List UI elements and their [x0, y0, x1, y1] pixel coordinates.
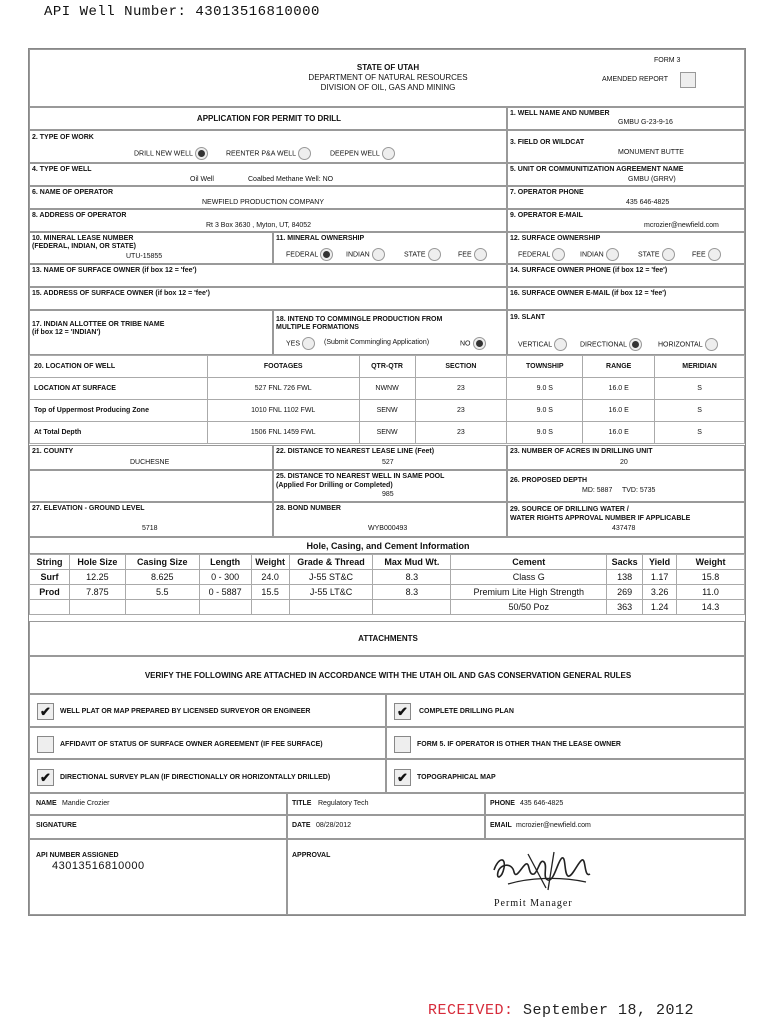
location-township: 9.0 S: [507, 378, 583, 400]
casing-size: [125, 600, 199, 615]
mineral-indian-radio[interactable]: [372, 248, 385, 261]
slant-vertical[interactable]: [518, 338, 567, 351]
blank-cell: [29, 470, 273, 502]
elevation-label: 27. ELEVATION - GROUND LEVEL: [32, 505, 145, 512]
mineral-ownership-label: 11. MINERAL OWNERSHIP: [276, 235, 365, 242]
elevation-cell: [29, 502, 273, 537]
casing-sacks: 363: [607, 600, 643, 615]
operator-email-value: mcrozier@newfield.com: [644, 222, 719, 229]
api-header: [44, 4, 320, 20]
api-header-label: API Well Number:: [44, 4, 187, 20]
well-name-value: GMBU G-23-9-16: [618, 119, 673, 126]
commingle-yes-label: YES: [286, 340, 301, 348]
casing-hole: 12.25: [69, 570, 125, 585]
casing-size: 5.5: [125, 585, 199, 600]
operator-cell: [29, 186, 507, 209]
casing-header-cement-weight: Weight: [677, 555, 745, 570]
affidavit-checkbox[interactable]: [37, 736, 54, 753]
location-meridian: S: [655, 400, 745, 422]
range-header: RANGE: [583, 356, 655, 378]
casing-mud: 8.3: [373, 570, 451, 585]
mineral-federal[interactable]: [286, 248, 333, 261]
well-name-cell: [507, 107, 745, 130]
nearest-well-label-2: (Applied For Drilling or Completed): [276, 482, 393, 489]
surface-owner-phone-cell: [507, 264, 745, 287]
form-number: FORM 3: [654, 57, 681, 64]
location-row: [30, 378, 745, 400]
mineral-lease-cell: [29, 232, 273, 264]
water-label: 29. SOURCE OF DRILLING WATER /: [510, 506, 629, 513]
phone-cell: [485, 793, 745, 815]
type-of-well-value: Oil Well: [190, 176, 214, 183]
title-signoff-cell: [287, 793, 485, 815]
date-label: DATE: [292, 822, 311, 829]
location-range: 16.0 E: [583, 378, 655, 400]
commingle-label: 18. INTEND TO COMMINGLE PRODUCTION FROM: [276, 316, 443, 323]
surface-indian-radio[interactable]: [606, 248, 619, 261]
casing-header-hole: Hole Size: [69, 555, 125, 570]
signature-label: SIGNATURE: [36, 822, 77, 829]
allottee-label: 17. INDIAN ALLOTTEE OR TRIBE NAME: [32, 321, 165, 328]
slant-horizontal-label: HORIZONTAL: [658, 341, 703, 349]
type-of-work-label: 2. TYPE OF WORK: [32, 134, 94, 141]
slant-horizontal[interactable]: [658, 338, 718, 351]
received-date: September 18, 2012: [523, 1002, 695, 1019]
location-footages: 527 FNL 726 FWL: [207, 378, 359, 400]
directional-checkbox[interactable]: ✔: [37, 769, 54, 786]
operator-label: 6. NAME OF OPERATOR: [32, 189, 114, 196]
attachments-title-cell: [29, 621, 745, 656]
unit-label: 5. UNIT OR COMMUNITIZATION AGREEMENT NAME: [510, 166, 684, 173]
email-cell: [485, 815, 745, 839]
commingle-yes-radio[interactable]: [302, 337, 315, 350]
option-deepen[interactable]: [330, 147, 395, 160]
well-name-label: 1. WELL NAME AND NUMBER: [510, 110, 610, 117]
title-label: TITLE: [292, 800, 312, 807]
location-row-label: Top of Uppermost Producing Zone: [30, 400, 208, 422]
drill-new-radio[interactable]: [195, 147, 208, 160]
lease-line-label: 22. DISTANCE TO NEAREST LEASE LINE (Feet): [276, 448, 435, 455]
casing-grade: [289, 600, 373, 615]
field-label: 3. FIELD OR WILDCAT: [510, 139, 585, 146]
mineral-state-radio[interactable]: [428, 248, 441, 261]
date-value: 08/28/2012: [316, 822, 352, 829]
option-drill-new[interactable]: [134, 147, 208, 160]
casing-sacks: 138: [607, 570, 643, 585]
well-plat-label: WELL PLAT OR MAP PREPARED BY LICENSED SURVEYOR OR ENGINEER: [60, 708, 311, 715]
surface-fee-radio[interactable]: [708, 248, 721, 261]
location-table: [29, 355, 745, 444]
commingle-note: (Submit Commingling Application): [324, 339, 430, 346]
application-form: [28, 48, 746, 916]
mineral-fee-label: FEE: [458, 251, 472, 259]
option-reenter[interactable]: [226, 147, 311, 160]
surface-state[interactable]: [638, 248, 675, 261]
title-cell: [29, 107, 507, 130]
location-township: 9.0 S: [507, 422, 583, 444]
location-meridian: S: [655, 378, 745, 400]
commingle-yes[interactable]: [286, 337, 315, 350]
department-title: DEPARTMENT OF NATURAL RESOURCES: [308, 73, 468, 82]
drilling-plan-label: COMPLETE DRILLING PLAN: [419, 708, 514, 715]
casing-cement: Class G: [451, 570, 607, 585]
casing-string: Surf: [30, 570, 70, 585]
surface-indian[interactable]: [580, 248, 619, 261]
casing-grade: J-55 ST&C: [289, 570, 373, 585]
location-row-label: LOCATION AT SURFACE: [30, 378, 208, 400]
casing-header-weight: Weight: [251, 555, 289, 570]
amended-report-checkbox[interactable]: [680, 72, 696, 88]
location-section: 23: [415, 400, 507, 422]
type-of-work-cell: [29, 130, 507, 163]
commingle-no[interactable]: [460, 337, 486, 350]
water-label-2: WATER RIGHTS APPROVAL NUMBER IF APPLICABLE: [510, 515, 691, 522]
casing-title: Hole, Casing, and Cement Information: [306, 541, 470, 551]
application-title: APPLICATION FOR PERMIT TO DRILL: [196, 114, 342, 123]
operator-phone-label: 7. OPERATOR PHONE: [510, 189, 584, 196]
casing-header-sacks: Sacks: [607, 555, 643, 570]
allottee-cell: [29, 310, 273, 355]
location-row: [30, 400, 745, 422]
form-header: [29, 49, 745, 107]
township-header: TOWNSHIP: [507, 356, 583, 378]
commingle-no-label: NO: [460, 340, 471, 348]
option-reenter-label: REENTER P&A WELL: [226, 150, 297, 158]
location-footages: 1010 FNL 1102 FWL: [207, 400, 359, 422]
casing-header-string: String: [30, 555, 70, 570]
mineral-lease-label: 10. MINERAL LEASE NUMBER: [32, 235, 134, 242]
division-title: DIVISION OF OIL, GAS AND MINING: [320, 83, 456, 92]
received-label: RECEIVED:: [428, 1002, 514, 1019]
surface-fee[interactable]: [692, 248, 721, 261]
casing-yield: 1.24: [643, 600, 677, 615]
attachment-affidavit-cell: [29, 727, 386, 759]
attachments-title: ATTACHMENTS: [358, 634, 418, 643]
topo-label: TOPOGRAPHICAL MAP: [417, 774, 496, 781]
form5-checkbox[interactable]: [394, 736, 411, 753]
acres-cell: [507, 445, 745, 470]
casing-grade: J-55 LT&C: [289, 585, 373, 600]
option-deepen-label: DEEPEN WELL: [330, 150, 380, 158]
form5-label: FORM 5. IF OPERATOR IS OTHER THAN THE LEASE OWNER: [417, 741, 621, 748]
casing-yield: 3.26: [643, 585, 677, 600]
location-qtr: NWNW: [359, 378, 415, 400]
mineral-lease-value: UTU-15855: [126, 253, 163, 260]
nearest-well-label: 25. DISTANCE TO NEAREST WELL IN SAME POOL: [276, 473, 445, 480]
slant-label: 19. SLANT: [510, 314, 546, 321]
surface-owner-email-label: 16. SURFACE OWNER E-MAIL (if box 12 = 'fee'): [510, 290, 667, 297]
slant-horizontal-radio[interactable]: [705, 338, 718, 351]
casing-length: 0 - 300: [199, 570, 251, 585]
mineral-state[interactable]: [404, 248, 441, 261]
type-of-well-label: 4. TYPE OF WELL: [32, 166, 92, 173]
footages-header: FOOTAGES: [207, 356, 359, 378]
casing-row: [30, 600, 745, 615]
casing-header-yield: Yield: [643, 555, 677, 570]
location-range: 16.0 E: [583, 400, 655, 422]
surface-ownership-label: 12. SURFACE OWNERSHIP: [510, 235, 601, 242]
surface-owner-name-cell: [29, 264, 507, 287]
surface-state-label: STATE: [638, 251, 660, 259]
surface-indian-label: INDIAN: [580, 251, 604, 259]
email-value: mcrozier@newfield.com: [516, 822, 591, 829]
location-range: 16.0 E: [583, 422, 655, 444]
casing-header-grade: Grade & Thread: [289, 555, 373, 570]
type-of-well-cell: [29, 163, 507, 186]
depth-label: 26. PROPOSED DEPTH: [510, 477, 588, 484]
operator-phone-cell: [507, 186, 745, 209]
mineral-lease-label-2: (FEDERAL, INDIAN, OR STATE): [32, 243, 136, 250]
field-value: MONUMENT BUTTE: [618, 149, 684, 156]
coalbed-value: Coalbed Methane Well: NO: [248, 176, 334, 183]
slant-vertical-label: VERTICAL: [518, 341, 553, 349]
slant-directional-radio[interactable]: [629, 338, 642, 351]
depth-value: MD: 5887 TVD: 5735: [582, 487, 656, 494]
attachment-drilling-plan-cell: [386, 694, 745, 727]
elevation-value: 5718: [142, 525, 158, 532]
unit-value: GMBU (GRRV): [628, 176, 676, 183]
casing-cement-weight: 11.0: [677, 585, 745, 600]
address-cell: [29, 209, 507, 232]
attachment-directional-cell: [29, 759, 386, 793]
location-qtr: SENW: [359, 422, 415, 444]
email-label: EMAIL: [490, 822, 512, 829]
approval-label: APPROVAL: [292, 852, 331, 859]
operator-phone-value: 435 646-4825: [626, 199, 670, 206]
api-assigned-value: 43013516810000: [52, 860, 145, 872]
approval-cell: [287, 839, 745, 915]
casing-cement-weight: 14.3: [677, 600, 745, 615]
surface-owner-phone-label: 14. SURFACE OWNER PHONE (if box 12 = 'fee'): [510, 267, 668, 274]
field-cell: [507, 130, 745, 163]
location-footages: 1506 FNL 1459 FWL: [207, 422, 359, 444]
commingle-label-2: MULTIPLE FORMATIONS: [276, 324, 359, 331]
location-row-label: At Total Depth: [30, 422, 208, 444]
surface-federal[interactable]: [518, 248, 565, 261]
operator-value: NEWFIELD PRODUCTION COMPANY: [202, 199, 324, 206]
attachment-form5-cell: [386, 727, 745, 759]
option-drill-new-label: DRILL NEW WELL: [134, 150, 193, 158]
surface-owner-email-cell: [507, 287, 745, 310]
affidavit-label: AFFIDAVIT OF STATUS OF SURFACE OWNER AGREEMENT (IF FEE SURFACE): [60, 741, 323, 748]
casing-table: [29, 554, 745, 615]
bond-value: WYB000493: [368, 525, 408, 532]
slant-directional-label: DIRECTIONAL: [580, 341, 628, 349]
casing-mud: 8.3: [373, 585, 451, 600]
operator-email-cell: [507, 209, 745, 232]
name-value: Mandie Crozier: [62, 800, 110, 807]
casing-weight: 24.0: [251, 570, 289, 585]
casing-cement: Premium Lite High Strength: [451, 585, 607, 600]
api-assigned-cell: [29, 839, 287, 915]
signature-cell: [29, 815, 287, 839]
qtr-qtr-header: QTR-QTR: [359, 356, 415, 378]
attachment-topo-cell: [386, 759, 745, 793]
mineral-indian-label: INDIAN: [346, 251, 370, 259]
casing-length: [199, 600, 251, 615]
county-value: DUCHESNE: [130, 459, 170, 466]
casing-cement: 50/50 Poz: [451, 600, 607, 615]
casing-mud: [373, 600, 451, 615]
received-stamp: [428, 1002, 694, 1019]
county-cell: [29, 445, 273, 470]
surface-ownership-cell: [507, 232, 745, 264]
verify-cell: [29, 656, 745, 694]
casing-cement-weight: 15.8: [677, 570, 745, 585]
nearest-well-value: 985: [382, 491, 394, 498]
bond-cell: [273, 502, 507, 537]
surface-federal-label: FEDERAL: [518, 251, 551, 259]
topo-checkbox[interactable]: ✔: [394, 769, 411, 786]
casing-title-cell: [29, 537, 745, 554]
mineral-federal-radio[interactable]: [320, 248, 333, 261]
casing-header-casing: Casing Size: [125, 555, 199, 570]
permit-manager: Permit Manager: [494, 898, 573, 909]
well-plat-checkbox[interactable]: ✔: [37, 703, 54, 720]
surface-owner-address-cell: [29, 287, 507, 310]
mineral-state-label: STATE: [404, 251, 426, 259]
mineral-ownership-cell: [273, 232, 507, 264]
api-header-number: 43013516810000: [195, 4, 320, 20]
casing-hole: [69, 600, 125, 615]
name-label: NAME: [36, 800, 57, 807]
address-value: Rt 3 Box 3630 , Myton, UT, 84052: [206, 222, 312, 229]
casing-header-mud: Max Mud Wt.: [373, 555, 451, 570]
location-header: 20. LOCATION OF WELL: [30, 356, 208, 378]
phone-label: PHONE: [490, 800, 515, 807]
slant-cell: [507, 310, 745, 355]
section-header: SECTION: [415, 356, 507, 378]
title-value: Regulatory Tech: [318, 800, 369, 807]
name-cell: [29, 793, 287, 815]
acres-label: 23. NUMBER OF ACRES IN DRILLING UNIT: [510, 448, 653, 455]
commingle-no-radio[interactable]: [473, 337, 486, 350]
slant-directional[interactable]: [580, 338, 642, 351]
location-section: 23: [415, 422, 507, 444]
drilling-plan-checkbox[interactable]: ✔: [394, 703, 411, 720]
surface-state-radio[interactable]: [662, 248, 675, 261]
signature-scribble: [488, 848, 598, 894]
amended-report-label: AMENDED REPORT: [602, 76, 668, 83]
mineral-fee[interactable]: [458, 248, 487, 261]
nearest-well-cell: [273, 470, 507, 502]
location-township: 9.0 S: [507, 400, 583, 422]
casing-string: Prod: [30, 585, 70, 600]
casing-yield: 1.17: [643, 570, 677, 585]
phone-value: 435 646-4825: [520, 800, 564, 807]
casing-row: [30, 570, 745, 585]
address-label: 8. ADDRESS OF OPERATOR: [32, 212, 127, 219]
county-label: 21. COUNTY: [32, 448, 74, 455]
mineral-indian[interactable]: [346, 248, 385, 261]
mineral-fee-radio[interactable]: [474, 248, 487, 261]
attachment-well-plat-cell: [29, 694, 386, 727]
unit-cell: [507, 163, 745, 186]
water-cell: [507, 502, 745, 537]
casing-sacks: 269: [607, 585, 643, 600]
casing-hole: 7.875: [69, 585, 125, 600]
location-qtr: SENW: [359, 400, 415, 422]
surface-owner-address-label: 15. ADDRESS OF SURFACE OWNER (if box 12 = 'fee'): [32, 290, 210, 297]
operator-email-label: 9. OPERATOR E-MAIL: [510, 212, 583, 219]
allottee-label-2: (if box 12 = 'INDIAN'): [32, 329, 101, 336]
meridian-header: MERIDIAN: [655, 356, 745, 378]
state-title: STATE OF UTAH: [356, 63, 420, 72]
mineral-federal-label: FEDERAL: [286, 251, 319, 259]
casing-row: [30, 585, 745, 600]
casing-weight: [251, 600, 289, 615]
reenter-radio[interactable]: [298, 147, 311, 160]
slant-vertical-radio[interactable]: [554, 338, 567, 351]
acres-value: 20: [620, 459, 628, 466]
location-section: 23: [415, 378, 507, 400]
casing-weight: 15.5: [251, 585, 289, 600]
deepen-radio[interactable]: [382, 147, 395, 160]
water-value: 437478: [612, 525, 636, 532]
casing-size: 8.625: [125, 570, 199, 585]
bond-label: 28. BOND NUMBER: [276, 505, 341, 512]
surface-federal-radio[interactable]: [552, 248, 565, 261]
lease-line-value: 527: [382, 459, 394, 466]
api-assigned-label: API NUMBER ASSIGNED: [36, 852, 119, 859]
date-cell: [287, 815, 485, 839]
verify-text: VERIFY THE FOLLOWING ARE ATTACHED IN ACCORDANCE WITH THE UTAH OIL AND GAS CONSERVATION GENERAL RULES: [144, 671, 632, 680]
casing-string: [30, 600, 70, 615]
commingle-cell: [273, 310, 507, 355]
location-meridian: S: [655, 422, 745, 444]
casing-header-length: Length: [199, 555, 251, 570]
directional-label: DIRECTIONAL SURVEY PLAN (IF DIRECTIONALLY OR HORIZONTALLY DRILLED): [60, 774, 331, 781]
depth-cell: [507, 470, 745, 502]
casing-length: 0 - 5887: [199, 585, 251, 600]
location-row: [30, 422, 745, 444]
surface-fee-label: FEE: [692, 251, 706, 259]
casing-header-cement: Cement: [451, 555, 607, 570]
lease-line-cell: [273, 445, 507, 470]
surface-owner-name-label: 13. NAME OF SURFACE OWNER (if box 12 = 'fee'): [32, 267, 197, 274]
